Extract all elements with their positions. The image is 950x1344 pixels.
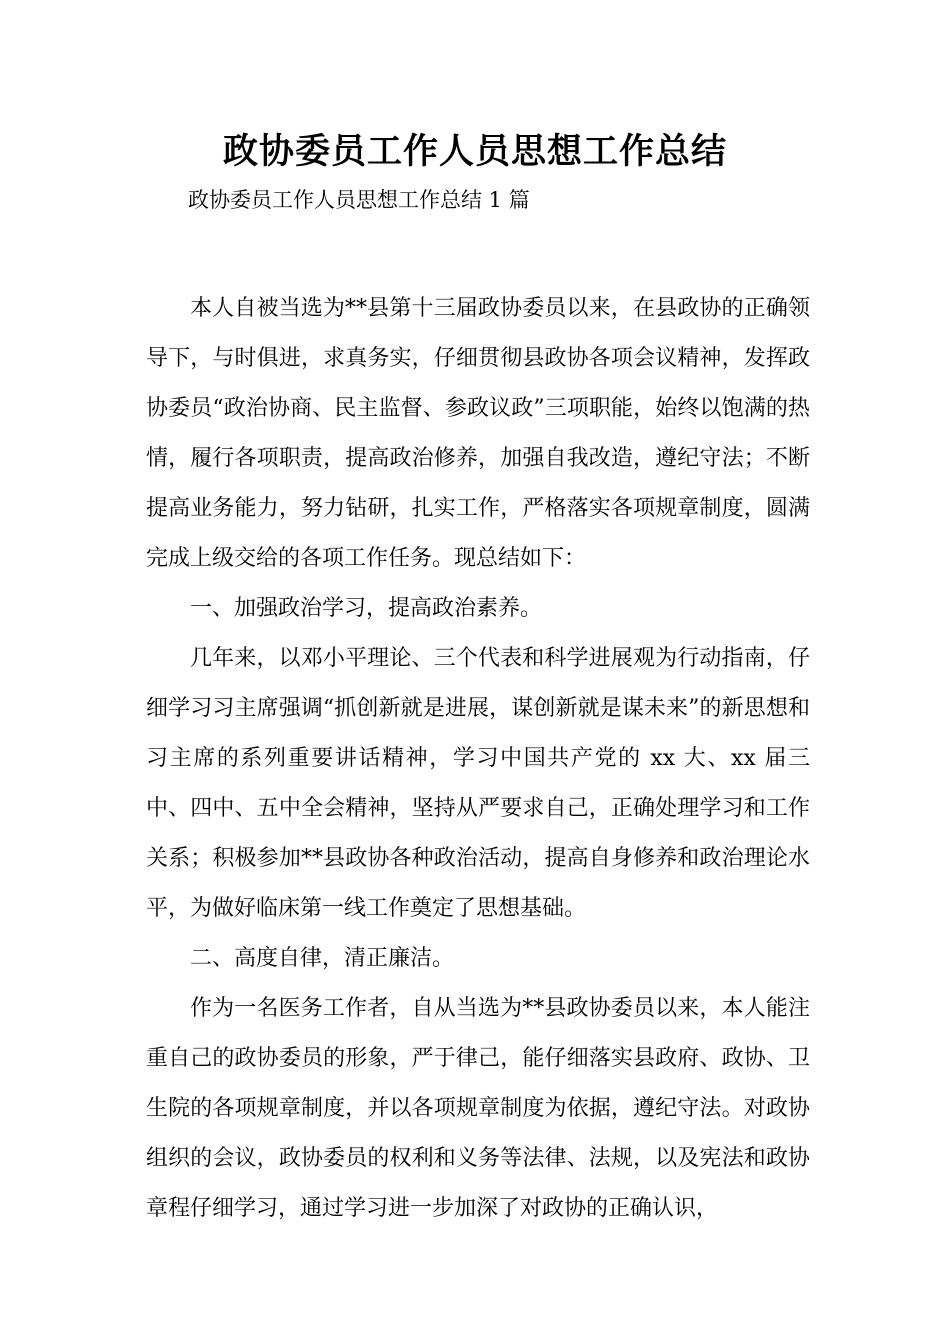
paragraph-study: 几年来，以邓小平理论、三个代表和科学进展观为行动指南，仔细学习习主席强调“抓创新就是进展，谋创新就是谋未来”的新思想和习主席的系列重要讲话精神，学习中国共产党的 xx 大、xx 届三中、四中、五中全会精神，坚持从严要求自己，正确处理学习和工作关系；积极参加**县政协各种政治活动，提高自身修养和政治理论水平，为做好临床第一线工作奠定了思想基础。 bbox=[146, 646, 810, 921]
paragraph-discipline: 作为一名医务工作者，自从当选为**县政协委员以来，本人能注重自己的政协委员的形象，严于律己，能仔细落实县政府、政协、卫生院的各项规章制度，并以各项规章制度为依据，遵纪守法。对政协组织的会议，政协委员的权利和义务等法律、法规，以及宪法和政协章程仔细学习，通过学习进一步加深了对政协的正确认识， bbox=[146, 996, 810, 1221]
document-body bbox=[146, 284, 810, 1234]
section-heading-1: 一、加强政治学习，提高政治素养。 bbox=[190, 596, 543, 621]
section-heading-2: 二、高度自律，清正廉洁。 bbox=[190, 946, 455, 971]
document-subtitle: 政协委员工作人员思想工作总结 1 篇 bbox=[188, 188, 530, 212]
document-title: 政协委员工作人员思想工作总结 bbox=[222, 132, 727, 172]
paragraph-intro: 本人自被当选为**县第十三届政协委员以来，在县政协的正确领导下，与时俱进，求真务实，仔细贯彻县政协各项会议精神，发挥政协委员“政治协商、民主监督、参政议政”三项职能，始终以饱满的热情，履行各项职责，提高政治修养，加强自我改造，遵纪守法；不断提高业务能力，努力钻研，扎实工作，严格落实各项规章制度，圆满完成上级交给的各项工作任务。现总结如下： bbox=[146, 296, 810, 571]
